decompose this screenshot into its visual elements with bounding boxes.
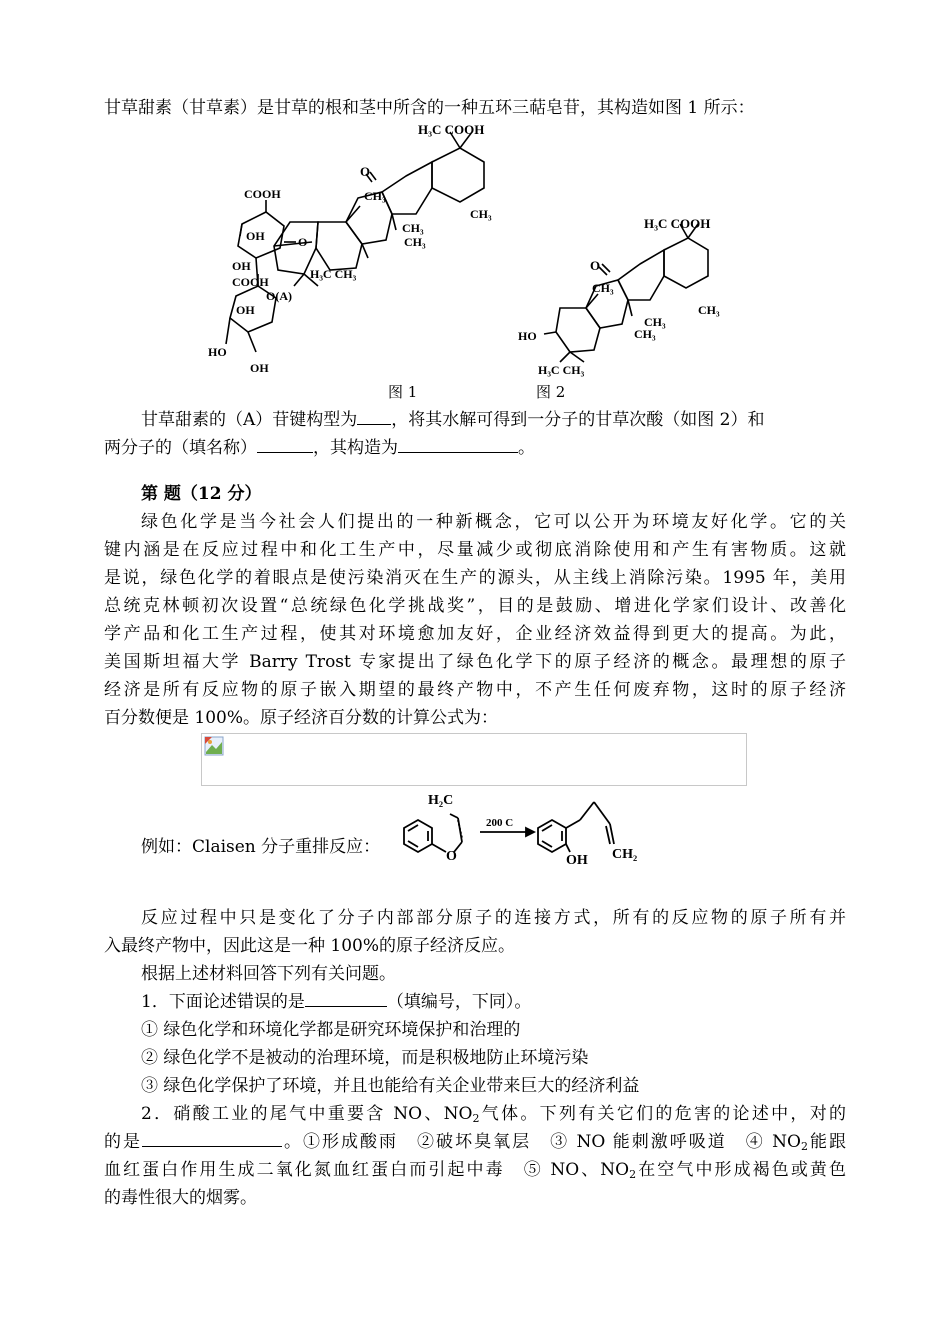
product-oh-label: OH: [566, 853, 588, 868]
para2-line1: 反应过程中只是变化了分子内部部分原子的连接方式，所有的反应物的原子所有并: [141, 908, 846, 928]
fig1-oh-1: OH: [246, 229, 265, 243]
fig1-ketone-o: O: [360, 164, 371, 179]
question-2-line2: 的是 。①形成酸雨 ②破坏臭氧层 ③ NO 能刺激呼吸道 ④ $NO_2$能跟: [104, 1128, 846, 1156]
fig1-cooh-top: COOH: [244, 187, 281, 201]
fig2-ch3-d: CH₃: [634, 327, 656, 341]
fig2-ch3-b: CH₃: [698, 303, 720, 317]
instruction-line: 根据上述材料回答下列有关问题。: [141, 964, 396, 984]
fig2-ch3-c: CH₃: [644, 315, 666, 329]
fig1-oh-3: OH: [236, 303, 255, 317]
para2-line2: 入最终产物中，因此这是一种 100%的原子经济反应。: [104, 936, 516, 956]
fig2-ch3-a: CH₃: [592, 281, 614, 295]
para1-line2: 键内涵是在反应过程中和化工生产中，尽量减少或彻底消除使用和产生有害物质。这就: [104, 540, 846, 560]
fig1-oh-2: OH: [232, 259, 251, 273]
broken-image-icon: [204, 736, 224, 756]
product-ch2-label: CH₂: [612, 847, 638, 862]
para1-line1: 绿色化学是当今社会人们提出的一种新概念，它可以公开为环境友好化学。它的关: [141, 512, 846, 532]
para1-line7: 经济是所有反应物的原子嵌入期望的最终产物中，不产生任何废弃物，这时的原子经济: [104, 680, 846, 700]
fig1-link-o: O: [298, 235, 308, 249]
fig1-cooh-mid: COOH: [232, 275, 269, 289]
question-1-option-1: ① 绿色化学和环境化学都是研究环境保护和治理的: [141, 1020, 521, 1040]
fig2-h3c-ch3: H₃C CH₃: [538, 363, 585, 377]
fig1-oh-4: OH: [250, 361, 269, 375]
fig1-ch3-a: CH₃: [364, 189, 386, 203]
claisen-rearrangement-scheme: [398, 790, 658, 870]
answer-blank-sugar-name[interactable]: [257, 434, 313, 453]
figure-1-glycyrrhizin-structure: [200, 118, 520, 380]
fig1-ch3-b: CH₃: [470, 207, 492, 221]
fig2-ketone-o: O: [590, 258, 601, 273]
answer-blank-glycosidic-bond[interactable]: [357, 406, 391, 425]
claisen-example-label: 例如：Claisen 分子重排反应：: [141, 837, 381, 857]
formula-image-placeholder: [201, 733, 747, 786]
question-2-line3: 血红蛋白作用生成二氧化氮血红蛋白而引起中毒 ⑤ NO、$NO_2$在空气中形成褐色或黄色: [104, 1160, 847, 1181]
fig1-ch3-d: CH₃: [404, 235, 426, 249]
fig1-h3c-ch3: H₃C CH₃: [310, 267, 357, 281]
glycoside-question-line2: 两分子的（填名称） ，其构造为 。: [104, 434, 846, 462]
fig1-ho: HO: [208, 345, 227, 359]
answer-blank-q2[interactable]: [142, 1128, 282, 1147]
intro-paragraph: 甘草甜素（甘草素）是甘草的根和茎中所含的一种五环三萜皂苷，其构造如图 1 所示：: [104, 98, 755, 118]
figure-2-glycyrrhetinic-acid-structure: [514, 210, 764, 380]
question-1-option-2: ② 绿色化学不是被动的治理环境，而是积极地防止环境污染: [141, 1048, 589, 1068]
fig1-ch3-c: CH₃: [402, 221, 424, 235]
question-2-line1: 2．硝酸工业的尾气中重要含 NO、$NO_2$气体。下列有关它们的危害的论述中，对的: [141, 1104, 847, 1125]
section-heading: 第 题（12 分）: [141, 484, 262, 504]
para1-line5: 学产品和化工生产过程，使其对环境愈加友好，企业经济效益得到更大的提高。为此，: [104, 624, 846, 644]
question-2-line4: 的毒性很大的烟雾。: [104, 1188, 257, 1208]
reactant-h2c-label: H₂C: [428, 793, 454, 808]
answer-blank-sugar-structure[interactable]: [398, 434, 518, 453]
reaction-condition-label: 200 C: [486, 817, 514, 829]
answer-blank-q1[interactable]: [305, 988, 387, 1007]
para1-line6: 美国斯坦福大学 Barry Trost 专家提出了绿色化学下的原子经济的概念。最理想的原子: [104, 652, 846, 672]
fig1-h3c-cooh: H₃C COOH: [418, 122, 485, 137]
question-1-option-3: ③ 绿色化学保护了环境，并且也能给有关企业带来巨大的经济利益: [141, 1076, 640, 1096]
figure-1-label: 图 1: [388, 383, 418, 401]
fig2-ho: HO: [518, 329, 537, 343]
para1-line8: 百分数便是 100%。原子经济百分数的计算公式为：: [104, 708, 499, 728]
para1-line4: 总统克林顿初次设置“总统绿色化学挑战奖”，目的是鼓励、增进化学家们设计、改善化: [104, 596, 846, 616]
para1-line3: 是说，绿色化学的着眼点是使污染消灭在生产的源头，从主线上消除污染。1995 年，美用: [104, 568, 846, 588]
question-1-stem: 1．下面论述错误的是 （填编号，下同）。: [141, 988, 846, 1016]
figure-2-label: 图 2: [536, 383, 566, 401]
reactant-o-label: O: [446, 849, 457, 864]
fig2-h3c-cooh: H₃C COOH: [644, 216, 711, 231]
glycoside-question-line1: 甘草甜素的（A）苷键构型为 ，将其水解可得到一分子的甘草次酸（如图 2）和: [141, 406, 846, 434]
fig1-o-a-label: O(A): [266, 289, 292, 303]
